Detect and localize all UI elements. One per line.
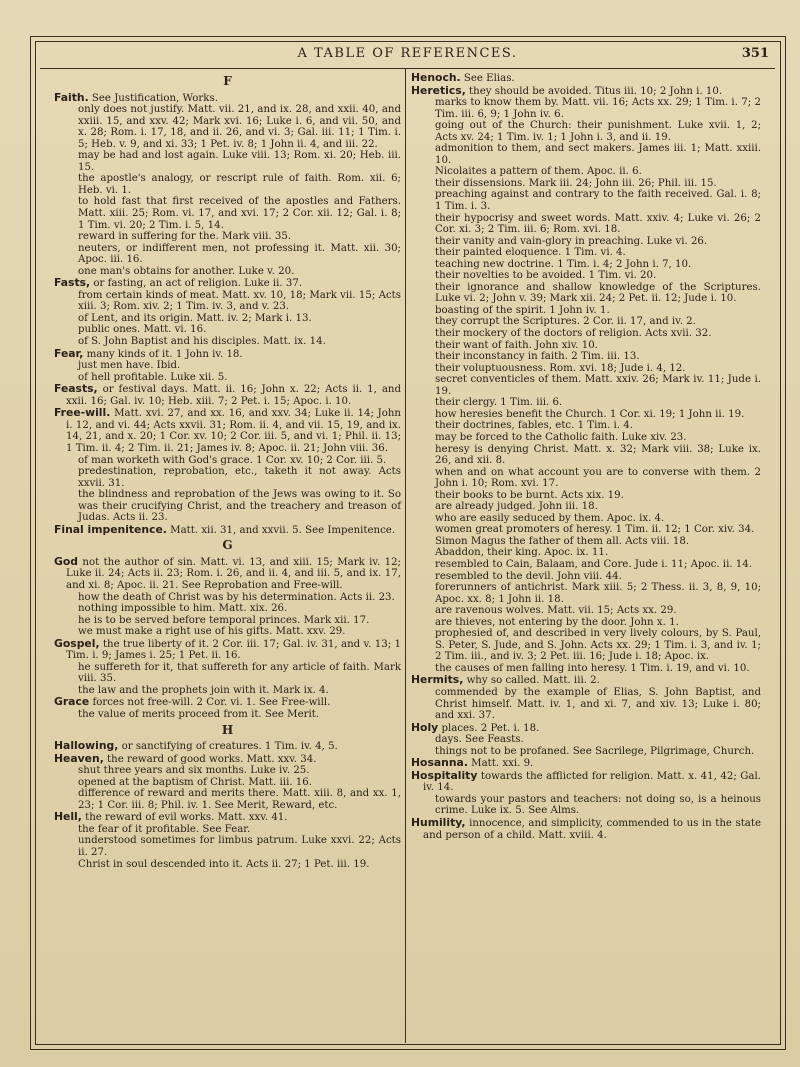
entry-text: many kinds of it. 1 John iv. 18. (83, 348, 243, 360)
index-subentry: may be forced to the Catholic faith. Luke xiv. 23. (435, 431, 687, 443)
index-subentry: they corrupt the Scriptures. 2 Cor. ii. 17, and iv. 2. (435, 316, 696, 328)
entry-text: Matt. xii. 31, and xxvii. 5. See Impenitence. (166, 524, 396, 536)
page-title: A TABLE OF REFERENCES. (297, 46, 518, 61)
index-subentry: Abaddon, their king. Apoc. ix. 11. (435, 547, 609, 559)
index-subentry: who are easily seduced by them. Apoc. ix. 4. (435, 512, 665, 524)
index-subentry: of S. John Baptist and his disciples. Matt. ix. 14. (78, 336, 326, 348)
index-subentry: commended by the example of Elias, S. John Baptist, and Christ himself. Matt. iv. 1, and xi. 7, and xiv. 13; Luke i. 80; and xxi. 37. (435, 686, 761, 722)
section-letter: F (223, 74, 232, 88)
index-subentry: their hypocrisy and sweet words. Matt. xxiv. 4; Luke vi. 26; 2 Cor. xi. 3; 2 Tim. iii. 6; Rom. xvi. 18. (435, 212, 761, 236)
index-subentry: nothing impossible to him. Matt. xix. 26. (78, 603, 288, 615)
index-entry (54, 407, 401, 454)
index-subentry: marks to know them by. Matt. vii. 16; Acts xx. 29; 1 Tim. i. 7; 2 Tim. iii. 6, 9; 1 John iv. 6. (435, 97, 761, 120)
index-subentry: of Lent, and its origin. Matt. iv. 2; Mark i. 13. (78, 312, 312, 324)
index-subentry: how heresies benefit the Church. 1 Cor. xi. 19; 1 John ii. 19. (435, 408, 745, 420)
entry-text: towards the afflicted for religion. Matt. x. 41, 42; Gal. iv. 14. (423, 770, 761, 794)
entry-text: places. 2 Pet. i. 18. (438, 722, 540, 734)
index-subentry: one man's obtains for another. Luke v. 20. (78, 265, 295, 277)
index-subentry: their clergy. 1 Tim. iii. 6. (435, 397, 563, 409)
index-subentry: their books to be burnt. Acts xix. 19. (435, 489, 624, 501)
index-subentry: public ones. Matt. vi. 16. (78, 324, 207, 336)
entry-text: forces not free-will. 2 Cor. vi. 1. See Free-will. (89, 697, 331, 709)
index-subentry: their want of faith. John xiv. 10. (435, 339, 598, 351)
index-subentry: of man worketh with God's grace. 1 Cor. xv. 10; 2 Cor. iii. 5. (78, 454, 387, 466)
index-subentry: to hold fast that first received of the apostles and Fathers. Matt. xiii. 25; Rom. vi. 17, and xvi. 17; 2 Cor. xii. 12; Gal. i. 8; 1 Tim. vi. 20; 2 Tim. i. 5, 14. (78, 196, 401, 231)
section-letter: G (222, 538, 233, 553)
entry-text: innocence, and simplicity, commended to us in the state and person of a child. Matt. xviii. 4. (423, 818, 761, 841)
index-subentry: the value of merits proceed from it. See Merit. (78, 708, 320, 720)
index-subentry: are thieves, not entering by the door. John x. 1. (435, 616, 679, 628)
index-subentry: the fear of it profitable. See Fear. (78, 823, 251, 835)
entry-heading: Feasts, (54, 382, 98, 396)
entry-heading: Final impenitence. (54, 522, 167, 536)
index-subentry: their doctrines, fables, etc. 1 Tim. i. 4. (435, 420, 633, 432)
index-entry (54, 348, 401, 361)
index-subentry: towards your pastors and teachers: not doing so, is a heinous crime. Luke ix. 5. See Alms. (435, 793, 761, 817)
section-letter: H (221, 722, 234, 737)
index-subentry: only does not justify. Matt. vii. 21, and ix. 28, and xxii. 40, and xxiii. 15, and xxv. 42; Mark xvi. 16; Luke i. 6, and vii. 50, and x. 28; Rom. i. 17, 18, and ii. 26, and vi. 3; Gal. iii. 11; 1 Tim. i. 5; Heb. v. 9, and xi. 33; 1 Pet. iv. 8; 1 John ii. 4, and iii. 22. (78, 104, 401, 150)
index-subentry: secret conventicles of them. Matt. xxiv. 26; Mark iv. 11; Jude i. 19. (435, 374, 761, 397)
index-subentry: how the death of Christ was by his determination. Acts ii. 23. (78, 591, 395, 603)
index-subentry: days. See Feasts. (435, 734, 524, 746)
index-subentry: their novelties to be avoided. 1 Tim. vi. 20. (435, 270, 657, 282)
index-subentry: their mockery of the doctors of religion. Acts xvii. 32. (435, 328, 712, 340)
index-subentry: heresy is denying Christ. Matt. x. 32; Mark viii. 38; Luke ix. 26, and xii. 8. (435, 443, 761, 467)
index-subentry: Simon Magus the father of them all. Acts viii. 18. (435, 535, 690, 547)
index-subentry: the causes of men falling into heresy. 1 Tim. i. 19, and vi. 10. (435, 662, 750, 674)
index-subentry: their painted eloquence. 1 Tim. vi. 4. (435, 247, 626, 259)
entry-heading: Humility, (411, 816, 466, 829)
index-subentry: when and on what account you are to converse with them. 2 John i. 10; Rom. xvi. 17. (435, 466, 761, 490)
index-subentry: are ravenous wolves. Matt. vii. 15; Acts xx. 29. (435, 605, 677, 617)
index-subentry: the law and the prophets join with it. Mark ix. 4. (78, 684, 329, 696)
entry-text: or festival days. Matt. ii. 16; John x. 22; Acts ii. 1, and xxii. 16; Gal. iv. 10; Heb. xiii. 7; 2 Pet. i. 15; Apoc. i. 10. (66, 384, 401, 407)
header-rule (40, 68, 775, 69)
entry-text: why so called. Matt. iii. 2. (463, 675, 600, 687)
index-subentry: we must make a right use of his gifts. Matt. xxv. 29. (78, 626, 346, 638)
index-subentry: understood sometimes for limbus patrum. Luke xxvi. 22; Acts ii. 27. (78, 835, 401, 858)
entry-text: not the author of sin. Matt. vi. 13, and xiii. 15; Mark iv. 12; Luke ii. 24; Acts ii. 23; Rom. i. 26, and ii. 4, and iii. 5, and ix. 17, and xi. 8; Apoc. ii. 21. See Reprobation and Free-will. (66, 556, 401, 591)
index-entry (54, 740, 401, 753)
index-subentry: their dissensions. Mark iii. 24; John iii. 26; Phil. iii. 15. (435, 177, 717, 189)
index-subentry: the blindness and reprobation of the Jews was owing to it. So was their crucifying Christ, and the treachery and treason of Judas. Acts ii. 23. (78, 489, 401, 524)
index-subentry: teaching new doctrine. 1 Tim. i. 4; 2 John i. 7, 10. (435, 258, 692, 270)
index-subentry: their vanity and vain-glory in preaching. Luke vi. 26. (435, 235, 708, 247)
index-entry (411, 817, 761, 841)
index-entry (54, 524, 401, 537)
entry-text: Matt. xxi. 9. (467, 758, 534, 770)
entry-heading: Heaven, (54, 751, 104, 765)
index-subentry: women great promoters of heresy. 1 Tim. ii. 12; 1 Cor. xiv. 34. (435, 524, 755, 536)
index-entry (54, 277, 401, 290)
index-entry (54, 811, 401, 824)
index-entry (54, 383, 401, 407)
index-entry (411, 722, 761, 735)
index-subentry: shut three years and six months. Luke iv. 25. (78, 765, 310, 777)
index-entry (411, 770, 761, 794)
index-subentry: prophesied of, and described in very lively colours, by S. Paul, S. Peter, S. Jude, and S. John. Acts xx. 29; 1 Tim. i. 3, and iv. 1; 2 Tim. iii., and iv. 3; 2 Pet. iii. 16; Jude i. 18; Apoc. ix. (435, 628, 761, 663)
index-subentry: the apostle's analogy, or rescript rule of faith. Rom. xii. 6; Heb. vi. 1. (78, 173, 401, 196)
index-entry (54, 696, 401, 709)
entry-heading: Faith. (54, 90, 89, 104)
index-subentry: going out of the Church: their punishment. Luke xvii. 1, 2; Acts xv. 24; 1 Tim. iv. 1; 1 John i. 3, and ii. 19. (435, 120, 761, 143)
entry-heading: God (54, 554, 79, 568)
index-subentry: Christ in soul descended into it. Acts ii. 27; 1 Pet. iii. 19. (78, 858, 370, 870)
index-subentry: their inconstancy in faith. 2 Tim. iii. 13. (435, 351, 640, 363)
entry-text: or fasting, an act of religion. Luke ii. 37. (90, 278, 303, 290)
left-column (54, 72, 401, 870)
column-divider (405, 68, 406, 1043)
entry-text: See Elias. (460, 73, 515, 84)
entry-heading: Hermits, (411, 673, 464, 687)
entry-heading: Holy (411, 720, 439, 734)
entry-heading: Gospel, (54, 636, 100, 650)
index-entry (54, 556, 401, 592)
index-entry (54, 753, 401, 766)
right-column (411, 72, 761, 841)
entry-heading: Free-will. (54, 406, 111, 420)
index-entry (411, 674, 761, 687)
index-subentry: he suffereth for it, that suffereth for any article of faith. Mark viii. 35. (78, 661, 401, 685)
index-subentry: preaching against and contrary to the faith received. Gal. i. 8; 1 Tim. i. 3. (435, 189, 761, 213)
index-subentry: Nicolaites a pattern of them. Apoc. ii. 6. (435, 166, 642, 178)
entry-text: the reward of evil works. Matt. xxv. 41. (81, 812, 288, 824)
entry-text: See Justification, Works. (88, 92, 218, 104)
index-subentry: their ignorance and shallow knowledge of the Scriptures. Luke vi. 2; John v. 39; Mark xii. 24; 2 Pet. ii. 12; Jude i. 10. (435, 281, 761, 305)
index-entry (411, 85, 761, 98)
index-entry (54, 638, 401, 662)
index-subentry: of hell profitable. Luke xii. 5. (78, 371, 228, 383)
entry-heading: Hospitality (411, 768, 478, 782)
index-subentry: boasting of the spirit. 1 John iv. 1. (435, 304, 610, 316)
index-subentry: things not to be profaned. See Sacrilege, Pilgrimage, Church. (435, 745, 755, 757)
index-subentry: neuters, or indifferent men, not professing it. Matt. xii. 30; Apoc. iii. 16. (78, 242, 401, 266)
entry-heading: Hallowing, (54, 739, 119, 753)
entry-text: or sanctifying of creatures. 1 Tim. iv. 4, 5. (118, 741, 338, 753)
entry-heading: Grace (54, 695, 90, 709)
index-subentry: from certain kinds of meat. Matt. xv. 10, 18; Mark vii. 15; Acts xiii. 3; Rom. xiv. 2; 1 Tim. iv. 3, and v. 23. (78, 289, 401, 313)
entry-text: the reward of good works. Matt. xxv. 34. (103, 753, 317, 765)
entry-text: Matt. xvi. 27, and xx. 16, and xxv. 34; Luke ii. 14; John i. 12, and vi. 44; Acts xxvii. 31; Rom. ii. 4, and vii. 15, 19, and ix. 14, 21, and x. 20; 1 Cor. xv. 10; 2 Cor. iii. 5, and vi. 1; Phil. ii. 13; 1 Tim. ii. 4; 2 Tim. ii. 21; James iv. 8; Apoc. ii. 21; John viii. 36. (66, 408, 401, 454)
index-subentry: reward in suffering for the. Mark viii. 35. (78, 231, 292, 243)
index-subentry: resembled to the devil. John viii. 44. (435, 570, 622, 582)
entry-heading: Fear, (54, 346, 84, 360)
entry-heading: Hell, (54, 810, 82, 824)
index-subentry: just men have. Ibid. (78, 360, 181, 372)
index-subentry: may be had and lost again. Luke viii. 13; Rom. xi. 20; Heb. iii. 15. (78, 150, 401, 173)
index-subentry: difference of reward and merits there. Matt. xiii. 8, and xx. 1, 23; 1 Cor. iii. 8; Phil. iv. 1. See Merit, Reward, etc. (78, 788, 401, 811)
entry-heading: Fasts, (54, 276, 91, 290)
entry-heading: Henoch. (411, 71, 461, 84)
index-subentry: predestination, reprobation, etc., taketh it not away. Acts xxvii. 31. (78, 466, 401, 489)
index-subentry: he is to be served before temporal princes. Mark xii. 17. (78, 614, 370, 626)
index-subentry: are already judged. John iii. 18. (435, 501, 598, 513)
entry-text: the true liberty of it. 2 Cor. iii. 17; Gal. iv. 31, and v. 13; 1 Tim. i. 9; James i. 25; 1 Pet. ii. 16. (66, 638, 401, 662)
index-subentry: forerunners of antichrist. Mark xiii. 5; 2 Thess. ii. 3, 8, 9, 10; Apoc. xx. 8; 1 John ii. 18. (435, 582, 761, 605)
entry-heading: Heretics, (411, 83, 466, 97)
index-subentry: resembled to Cain, Balaam, and Core. Jude i. 11; Apoc. ii. 14. (435, 558, 753, 570)
index-entry (54, 92, 401, 105)
entry-text: they should be avoided. Titus iii. 10; 2 John i. 10. (465, 85, 723, 97)
running-header (40, 44, 775, 66)
index-subentry: their voluptuousness. Rom. xvi. 18; Jude i. 4, 12. (435, 362, 686, 374)
index-subentry: admonition to them, and sect makers. James iii. 1; Matt. xxiii. 10. (435, 143, 761, 166)
index-subentry: opened at the baptism of Christ. Matt. iii. 16. (78, 776, 313, 788)
page-number: 351 (741, 46, 769, 61)
entry-heading: Hosanna. (411, 756, 468, 770)
